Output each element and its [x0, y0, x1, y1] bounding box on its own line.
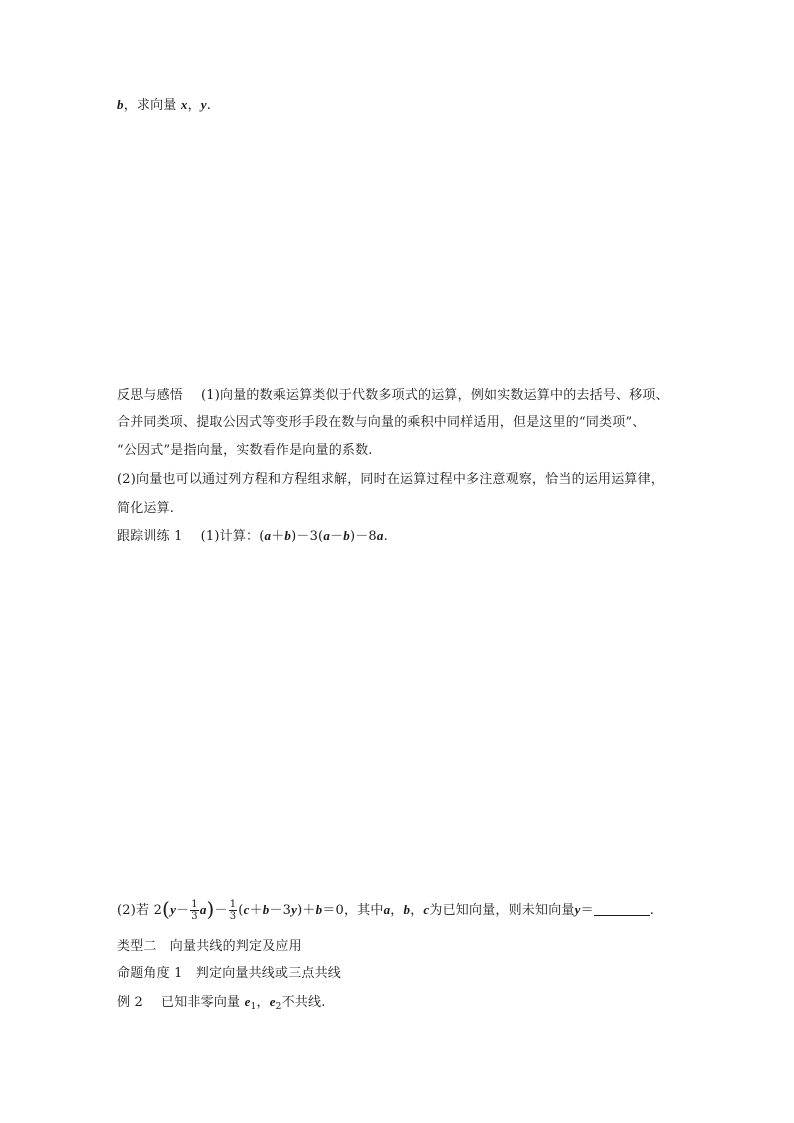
- practice-label: 跟踪训练 1: [117, 529, 183, 544]
- practice-2-line: (2)若 2(y－ $\frac{1}{3}$ a)－ $\frac{1}{3}$ (c＋b－3y)＋b＝0，其中a，b，c为已知向量，则未知向量y＝ .: [117, 897, 655, 922]
- fraction-one-third-2: $\frac{1}{3}$: [229, 899, 237, 922]
- reflection-line-4: (2)向量也可以通过列方程和方程组求解，同时在运算过程中多注意观察，恰当的运用运算律，: [117, 472, 665, 487]
- problem-tail-line: b，求向量 x，y.: [117, 97, 212, 113]
- reflection-line-5: 简化运算.: [117, 501, 175, 516]
- reflection-line-2: 合并同类项、提取公因式等变形手段在数与向量的乘积中同样适用，但是这里的“同类项”、: [117, 415, 646, 430]
- section-type-two: 类型二 向量共线的判定及应用: [117, 939, 302, 954]
- example-label: 例 2: [117, 995, 144, 1010]
- reflection-heading: 反思与感悟: [117, 388, 184, 403]
- example-2-line: 例 2 已知非零向量 $e_1$，$e_2$不共线.: [117, 994, 326, 1012]
- reflection-line-1: 反思与感悟 (1)向量的数乘运算类似于代数多项式的运算，例如实数运算中的去括号、移项、: [117, 388, 669, 403]
- proposition-angle-1: 命题角度 1 判定向量共线或三点共线: [117, 966, 342, 981]
- answer-blank: [594, 903, 650, 916]
- reflection-line-3: “公因式”是指向量，实数看作是向量的系数.: [117, 443, 373, 458]
- practice-1-line: 跟踪训练 1 (1)计算：(a＋b)－3(a－b)－8a.: [117, 528, 388, 544]
- fraction-one-third: $\frac{1}{3}$: [191, 899, 198, 922]
